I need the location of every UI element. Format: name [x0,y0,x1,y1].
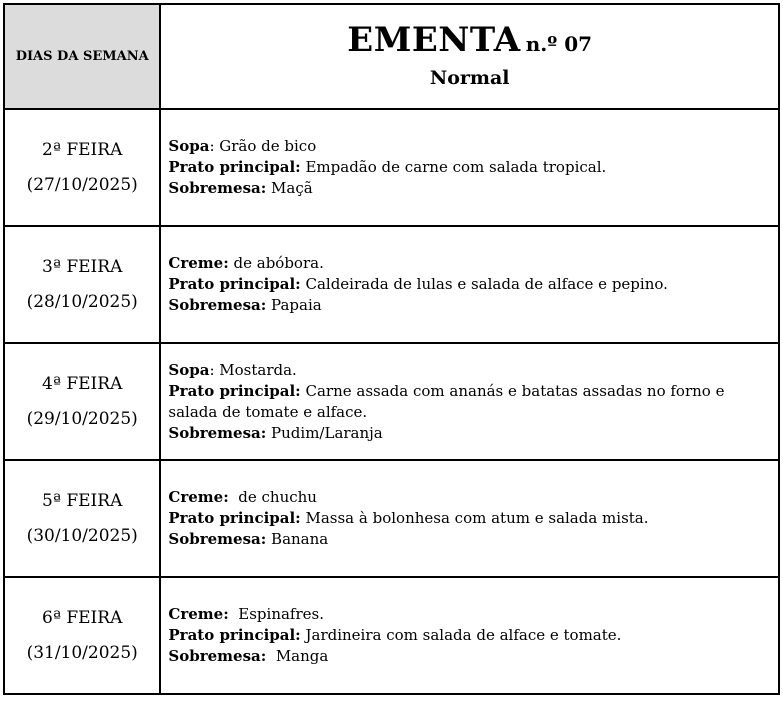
dessert-line [168,423,774,444]
main-course-label: Prato principal: [168,626,301,644]
weekday-label: 2ª FEIRA [42,139,123,160]
menu-subtitle: Normal [429,66,510,89]
day-cell [4,577,160,694]
date-label: (28/10/2025) [26,291,138,312]
main-course-line [168,157,774,178]
date-label: (27/10/2025) [26,174,138,195]
menu-cell [160,343,779,460]
weekday-label: 3ª FEIRA [42,256,123,277]
soup-line [168,360,774,381]
dessert-label: Sobremesa: [168,423,267,442]
main-course-label: Prato principal: [168,158,301,176]
dessert-text: Pudim/Laranja [266,423,383,442]
main-course-text: Jardineira com salada de alface e tomate. [300,626,622,644]
soup-label: Creme: [168,488,229,506]
soup-label: Sopa [168,360,210,379]
main-course-text: Carne assada com ananás e batatas assadas no forno e salada de tomate e alface. [168,381,725,421]
main-course-line [168,508,774,529]
soup-text: de chuchu [228,488,317,506]
soup-text: Espinafres. [228,605,324,623]
soup-label: Sopa [168,137,210,155]
dessert-label: Sobremesa: [168,296,267,314]
soup-text: de abóbora. [228,254,324,272]
soup-line [168,136,774,157]
weekday-label: 6ª FEIRA [42,607,123,628]
menu-number: n.º 07 [525,31,593,56]
menu-cell [160,109,779,226]
header-row [4,4,779,109]
date-label: (31/10/2025) [26,642,138,663]
soup-line [168,487,774,508]
dessert-line [168,646,774,667]
dessert-line [168,295,774,316]
main-course-line [168,274,774,295]
soup-line [168,604,774,625]
date-label: (29/10/2025) [26,408,138,429]
main-course-label: Prato principal: [168,509,301,527]
dessert-line [168,529,774,550]
main-course-label: Prato principal: [168,381,301,400]
menu-cell [160,460,779,577]
dessert-line [168,178,774,199]
main-course-line [168,381,774,423]
soup-line [168,253,774,274]
menu-title [161,19,778,64]
day-row [4,226,779,343]
main-course-text: Massa à bolonhesa com atum e salada mista. [300,509,649,527]
main-course-text: Caldeirada de lulas e salada de alface e pepino. [300,275,668,293]
soup-text: : Mostarda. [209,360,297,379]
day-cell [4,343,160,460]
main-course-text: Empadão de carne com salada tropical. [300,158,607,176]
day-cell [4,460,160,577]
dessert-label: Sobremesa: [168,179,267,197]
day-row [4,460,779,577]
dessert-text: Maçã [266,179,313,197]
menu-cell [160,577,779,694]
main-course-label: Prato principal: [168,275,301,293]
date-label: (30/10/2025) [26,525,138,546]
weekday-label: 4ª FEIRA [42,373,123,394]
day-row [4,577,779,694]
weekly-menu-table [3,3,780,695]
soup-label: Creme: [168,254,229,272]
dessert-text: Banana [266,530,329,548]
day-row [4,109,779,226]
weekday-label: 5ª FEIRA [42,490,123,511]
day-row [4,343,779,460]
menu-title-text: EMENTA [347,19,521,60]
menu-title-cell [160,4,779,109]
soup-text: : Grão de bico [209,137,317,155]
day-cell [4,109,160,226]
soup-label: Creme: [168,605,229,623]
days-column-header: DIAS DA SEMANA [4,4,160,109]
dessert-text: Manga [266,647,329,665]
dessert-label: Sobremesa: [168,530,267,548]
day-cell [4,226,160,343]
dessert-label: Sobremesa: [168,647,267,665]
menu-cell [160,226,779,343]
dessert-text: Papaia [266,296,322,314]
main-course-line [168,625,774,646]
